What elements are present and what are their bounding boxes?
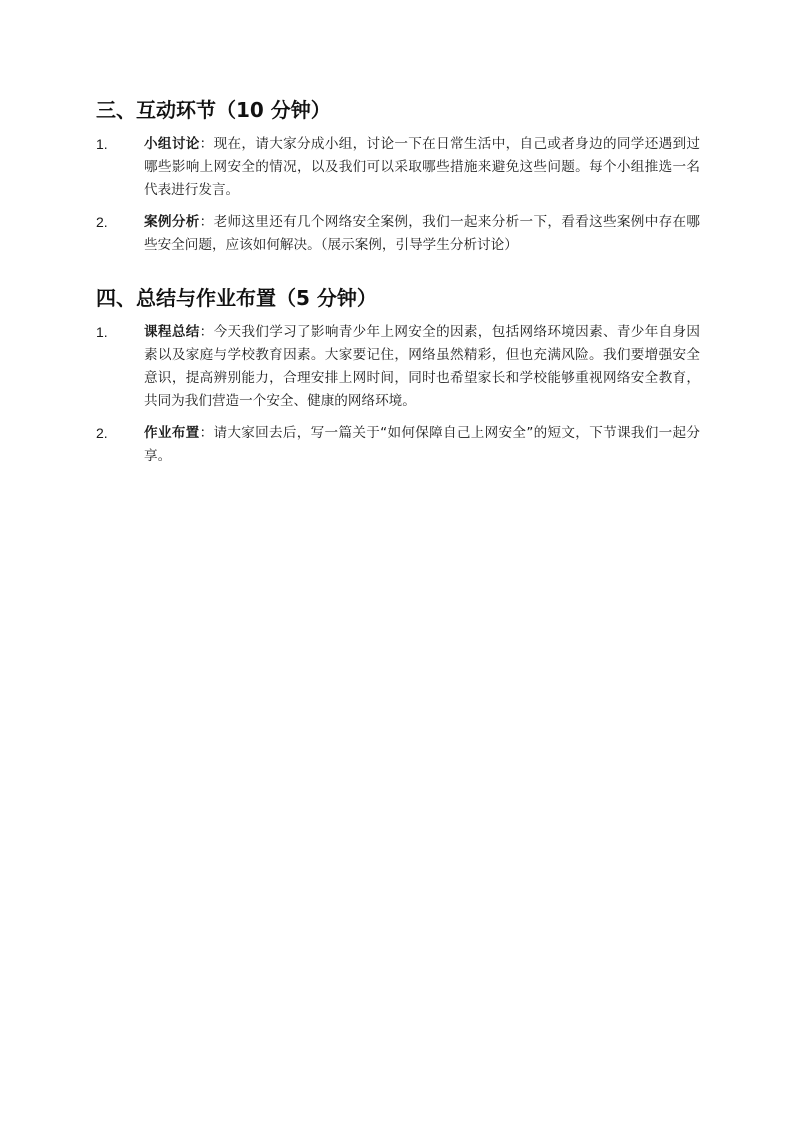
list-item-number: 2. [96, 214, 108, 230]
list-item-text: 老师这里还有几个网络安全案例，我们一起来分析一下，看看这些案例中存在哪些安全问题，应该如何解决。（展示案例，引导学生分析讨论） [144, 214, 701, 253]
list-item-number: 2. [96, 425, 108, 441]
list-item-term: 案例分析 [144, 214, 200, 230]
list-item-separator: ： [199, 136, 214, 152]
section-interaction [96, 95, 700, 257]
section-heading: 四、总结与作业布置（5 分钟） [96, 286, 377, 310]
list-item-text: 今天我们学习了影响青少年上网安全的因素，包括网络环境因素、青少年自身因素以及家庭与学校教育因素。大家要记住，网络虽然精彩，但也充满风险。我们要增强安全意识，提高辨别能力，合理安排上网时间，同时也希望家长和学校能够重视网络安全教育，共同为我们营造一个安全、健康的网络环境。 [144, 324, 701, 409]
list-item-number: 1. [96, 136, 108, 152]
list-item-body [144, 133, 700, 202]
section-summary-homework [96, 283, 700, 468]
list-item [96, 422, 700, 468]
list-item [96, 211, 700, 257]
section-heading: 三、互动环节（10 分钟） [96, 98, 331, 122]
list-item-text: 现在，请大家分成小组，讨论一下在日常生活中，自己或者身边的同学还遇到过哪些影响上网安全的情况，以及我们可以采取哪些措施来避免这些问题。每个小组推选一名代表进行发言。 [144, 136, 701, 198]
list-item-term: 小组讨论 [144, 136, 200, 152]
list-item-term: 作业布置 [144, 425, 200, 441]
list-item-body [144, 422, 700, 468]
list-item-number: 1. [96, 324, 108, 340]
list-item-term: 课程总结 [144, 324, 200, 340]
list-item-separator: ： [199, 214, 214, 230]
list-item-body [144, 321, 700, 413]
list-item-separator: ： [199, 425, 214, 441]
list-item [96, 133, 700, 202]
list-item-text: 请大家回去后，写一篇关于“如何保障自己上网安全”的短文，下节课我们一起分享。 [144, 425, 701, 464]
list-item [96, 321, 700, 413]
list-item-body [144, 211, 700, 257]
document-content [96, 95, 700, 468]
list-item-separator: ： [199, 324, 214, 340]
